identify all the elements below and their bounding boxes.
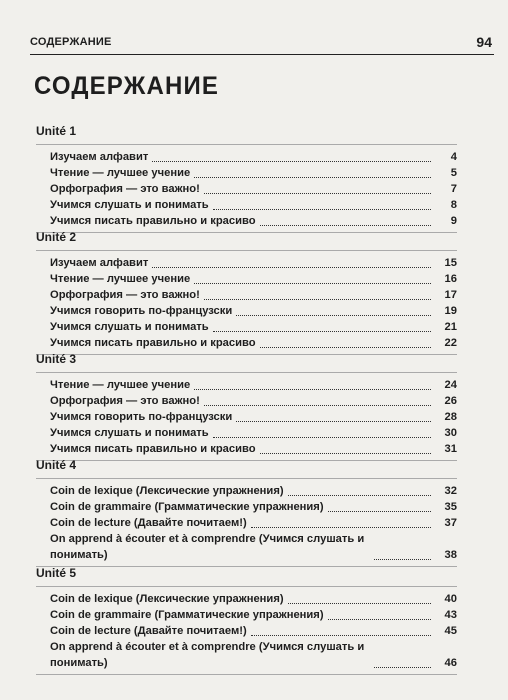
dot-leader (204, 298, 431, 300)
toc-entry-page: 5 (450, 167, 457, 179)
toc-entry-page: 21 (444, 321, 457, 333)
toc-entry[interactable] (50, 591, 457, 607)
unit-section-5 (36, 566, 457, 675)
toc-entry-page: 24 (444, 379, 457, 391)
toc-entry-title: Учимся говорить по-французски (50, 411, 233, 423)
toc-entry-page: 9 (450, 215, 457, 227)
dot-leader (374, 666, 431, 668)
unit-entries (36, 372, 457, 461)
dot-leader (328, 618, 431, 620)
toc-entry-title: Изучаем алфавит (50, 257, 149, 269)
dot-leader (260, 452, 431, 454)
toc-entry-page: 37 (444, 517, 457, 529)
toc-entry-page: 31 (444, 443, 457, 455)
unit-section-4 (36, 458, 457, 567)
toc-entry-page: 15 (444, 257, 457, 269)
toc-entry[interactable] (50, 213, 457, 229)
dot-leader (152, 160, 431, 162)
toc-entry[interactable] (50, 531, 457, 563)
toc-entry-title: On apprend à écouter et à comprendre (Учимся слушать и понимать) (50, 641, 365, 669)
unit-section-3 (36, 352, 457, 461)
unit-section-2 (36, 230, 457, 355)
toc-entry-page: 30 (444, 427, 457, 439)
dot-leader (236, 420, 431, 422)
toc-entry[interactable] (50, 623, 457, 639)
dot-leader (251, 634, 431, 636)
unit-entries (36, 478, 457, 567)
dot-leader (204, 404, 431, 406)
toc-entry-title: Изучаем алфавит (50, 151, 149, 163)
toc-entry-title: Coin de grammaire (Грамматические упражнения) (50, 609, 324, 621)
toc-entry-page: 43 (444, 609, 457, 621)
unit-entries (36, 586, 457, 675)
dot-leader (194, 176, 431, 178)
toc-entry[interactable] (50, 607, 457, 623)
toc-entry[interactable] (50, 271, 457, 287)
unit-entries (36, 144, 457, 233)
dot-leader (152, 266, 431, 268)
toc-entry-page: 35 (444, 501, 457, 513)
unit-title: Unité 4 (36, 458, 77, 472)
dot-leader (213, 436, 431, 438)
unit-title: Unité 3 (36, 352, 77, 366)
toc-entry[interactable] (50, 197, 457, 213)
dot-leader (194, 388, 431, 390)
toc-entry[interactable] (50, 303, 457, 319)
toc-entry-title: Орфография — это важно! (50, 395, 200, 407)
dot-leader (213, 330, 431, 332)
dot-leader (236, 314, 431, 316)
toc-entry-page: 16 (444, 273, 457, 285)
toc-entry[interactable] (50, 499, 457, 515)
toc-entry[interactable] (50, 393, 457, 409)
dot-leader (374, 558, 431, 560)
toc-entry[interactable] (50, 377, 457, 393)
toc-entry[interactable] (50, 319, 457, 335)
dot-leader (328, 510, 431, 512)
toc-entry-title: Учимся слушать и понимать (50, 199, 209, 211)
dot-leader (204, 192, 431, 194)
unit-title: Unité 1 (36, 124, 77, 138)
toc-entry-title: Чтение — лучшее учение (50, 379, 191, 391)
toc-entry[interactable] (50, 409, 457, 425)
unit-section-1 (36, 124, 457, 233)
toc-entry-page: 32 (444, 485, 457, 497)
toc-entry-title: Учимся писать правильно и красиво (50, 337, 256, 349)
toc-entry[interactable] (50, 441, 457, 457)
toc-entry-title: Coin de lexique (Лексические упражнения) (50, 485, 284, 497)
dot-leader (260, 346, 431, 348)
toc-entry-title: Coin de lexique (Лексические упражнения) (50, 593, 284, 605)
toc-entry[interactable] (50, 515, 457, 531)
toc-entry-title: Учимся слушать и понимать (50, 427, 209, 439)
toc-entry-page: 28 (444, 411, 457, 423)
toc-entry-title: Чтение — лучшее учение (50, 167, 191, 179)
toc-entry-title: Учимся писать правильно и красиво (50, 215, 256, 227)
running-header (30, 34, 494, 55)
toc-entry[interactable] (50, 165, 457, 181)
toc-entry-page: 46 (444, 657, 457, 669)
dot-leader (260, 224, 431, 226)
toc-entry-title: Чтение — лучшее учение (50, 273, 191, 285)
unit-entries (36, 250, 457, 355)
toc-entry-title: Учимся писать правильно и красиво (50, 443, 256, 455)
toc-entry[interactable] (50, 287, 457, 303)
dot-leader (213, 208, 431, 210)
toc-entry-title: Учимся слушать и понимать (50, 321, 209, 333)
unit-title: Unité 2 (36, 230, 77, 244)
dot-leader (288, 494, 431, 496)
toc-entry-page: 7 (450, 183, 457, 195)
dot-leader (194, 282, 431, 284)
toc-entry-page: 38 (444, 549, 457, 561)
toc-entry[interactable] (50, 639, 457, 671)
toc-entry[interactable] (50, 335, 457, 351)
toc-entry[interactable] (50, 425, 457, 441)
toc-entry[interactable] (50, 255, 457, 271)
toc-entry-page: 8 (450, 199, 457, 211)
toc-entry-page: 17 (444, 289, 457, 301)
dot-leader (288, 602, 431, 604)
running-header-title: СОДЕРЖАНИЕ (30, 36, 112, 48)
toc-entry-title: Орфография — это важно! (50, 289, 200, 301)
unit-title: Unité 5 (36, 566, 77, 580)
toc-entry-title: Coin de grammaire (Грамматические упражнения) (50, 501, 324, 513)
toc-entry-title: Coin de lecture (Давайте почитаем!) (50, 517, 247, 529)
toc-entry-page: 45 (444, 625, 457, 637)
toc-entry-title: Орфография — это важно! (50, 183, 200, 195)
toc-entry-page: 19 (444, 305, 457, 317)
toc-entry-page: 4 (450, 151, 457, 163)
toc-entry[interactable] (50, 483, 457, 499)
toc-entry[interactable] (50, 181, 457, 197)
toc-entry[interactable] (50, 149, 457, 165)
page-number: 94 (476, 34, 492, 50)
toc-entry-title: Учимся говорить по-французски (50, 305, 233, 317)
toc-entry-title: Coin de lecture (Давайте почитаем!) (50, 625, 247, 637)
toc-entry-page: 22 (444, 337, 457, 349)
toc-entry-page: 40 (444, 593, 457, 605)
page-title: СОДЕРЖАНИЕ (34, 72, 220, 100)
toc-entry-title: On apprend à écouter et à comprendre (Учимся слушать и понимать) (50, 533, 365, 561)
dot-leader (251, 526, 431, 528)
toc-entry-page: 26 (444, 395, 457, 407)
